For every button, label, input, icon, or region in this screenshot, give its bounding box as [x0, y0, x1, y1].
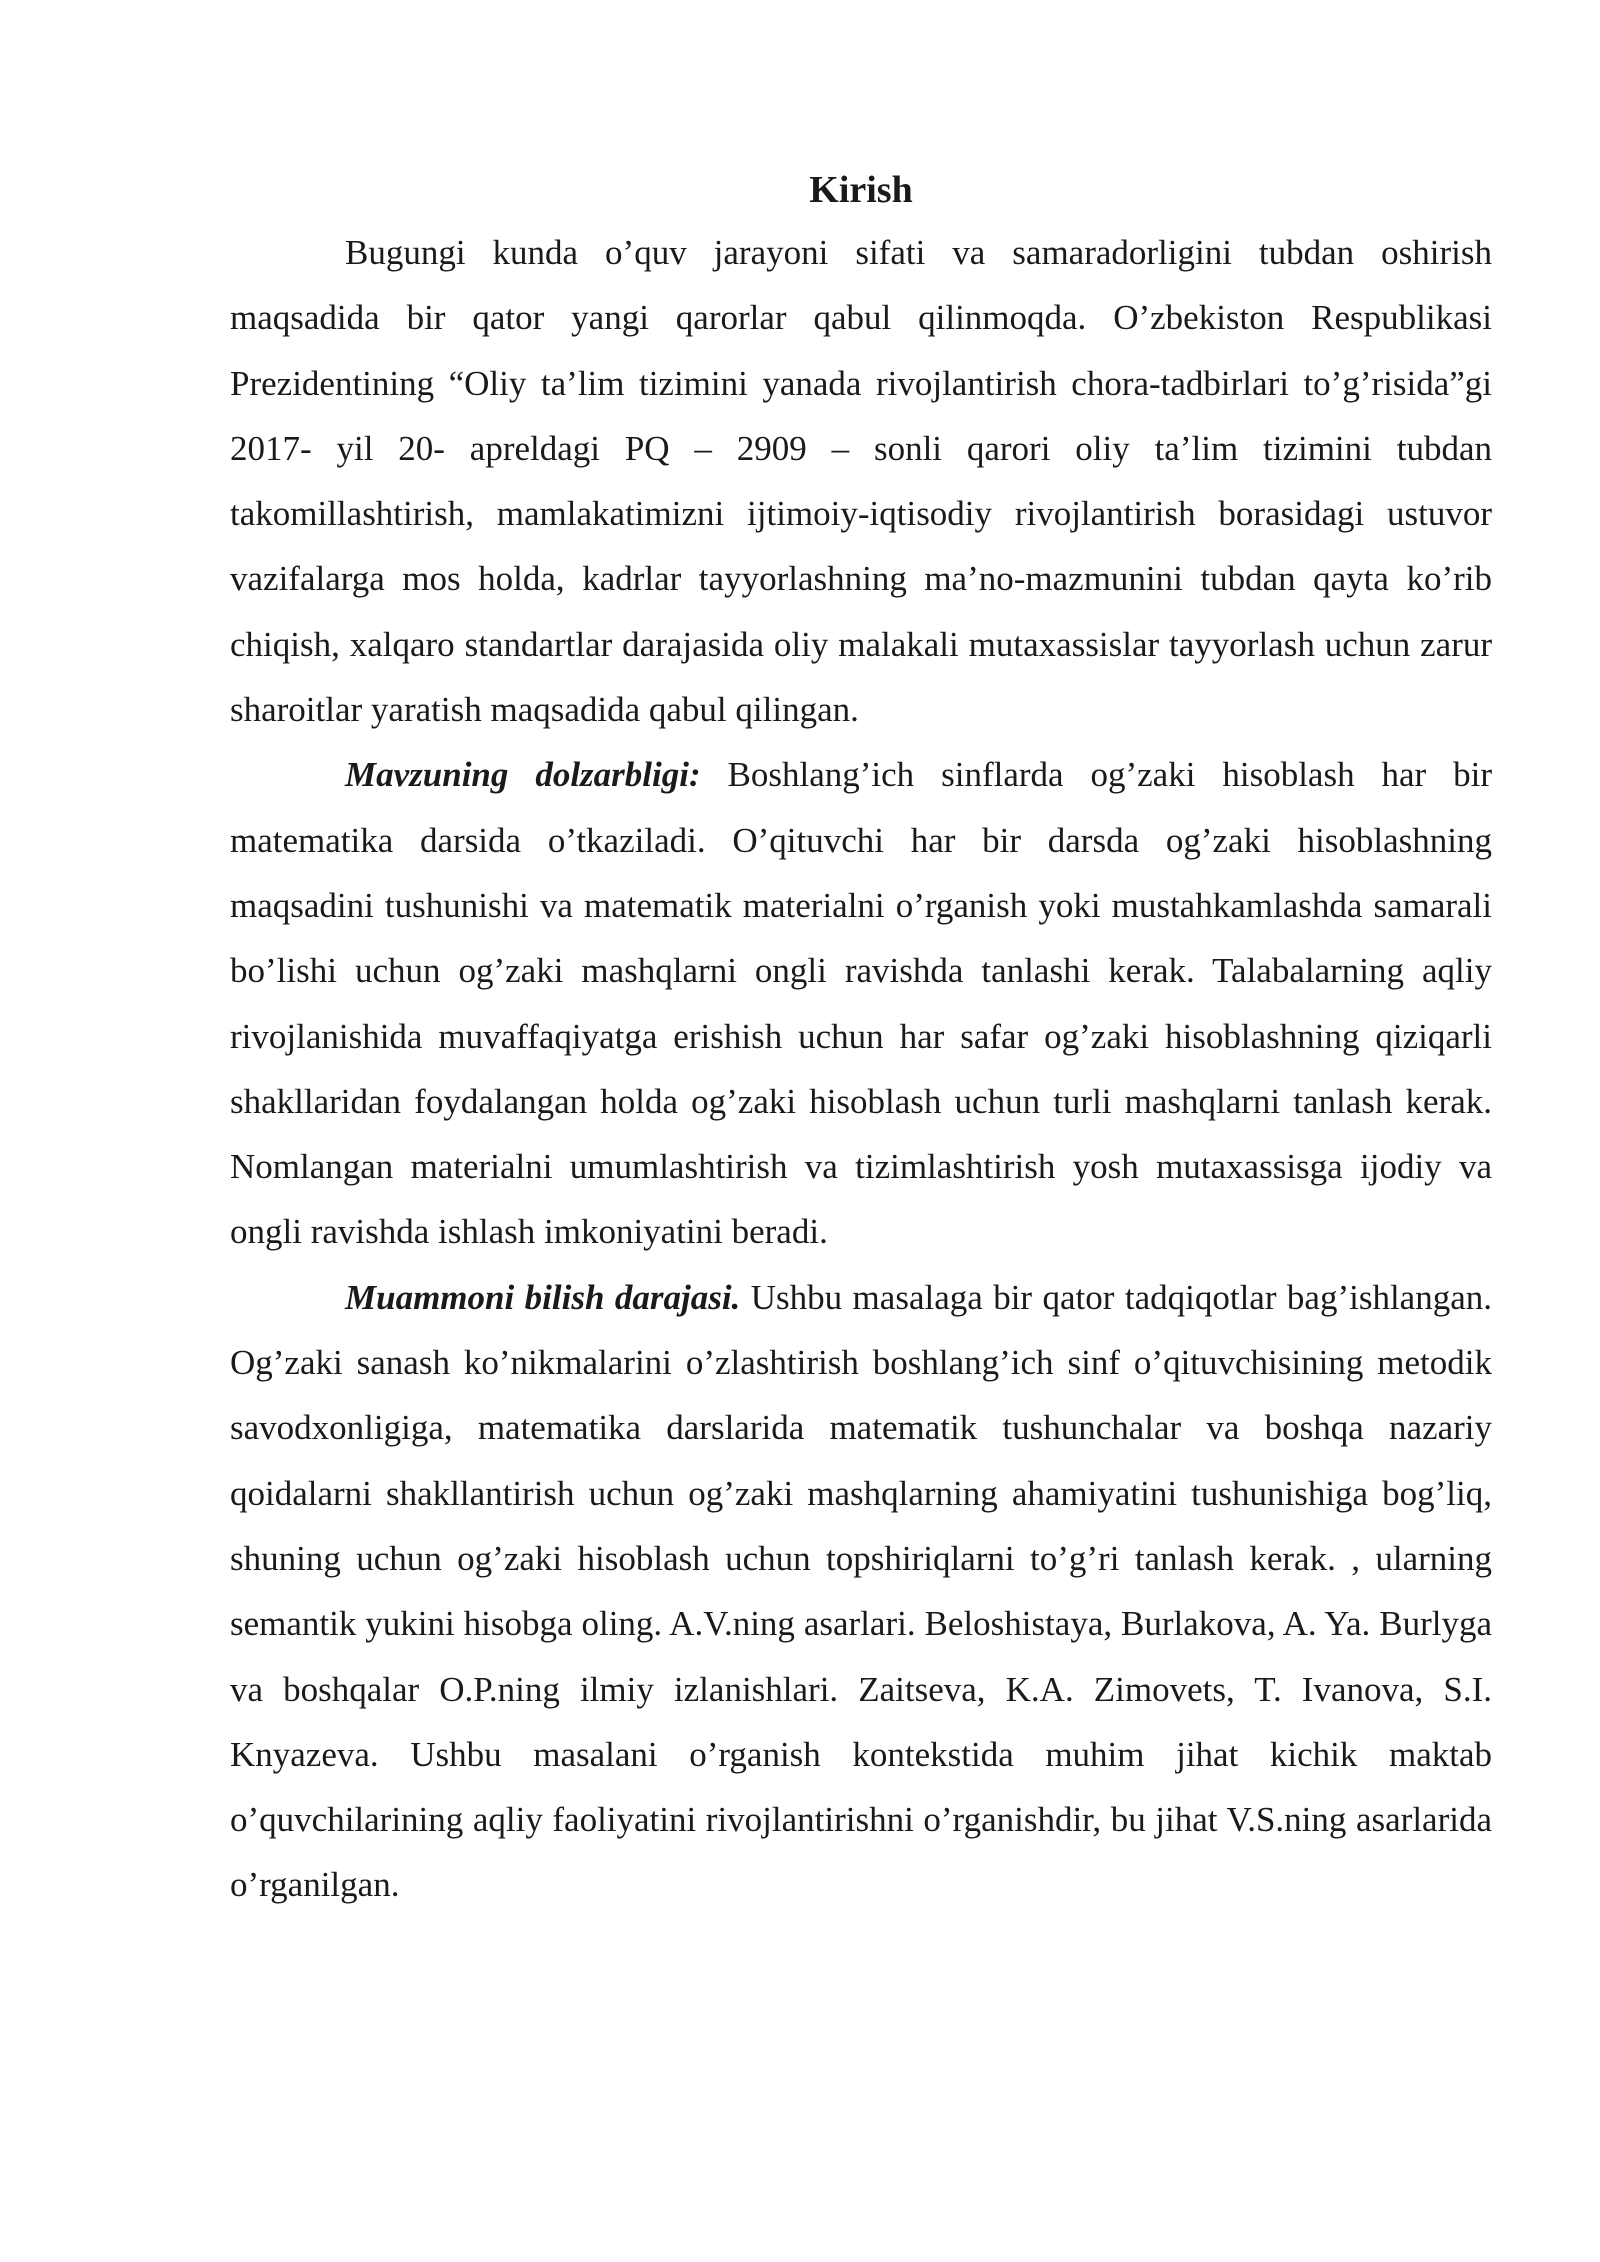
paragraph-text: Boshlang’ich sinflarda og’zaki hisoblash har bir matematika darsida o’tkaziladi. O’qituvchi har bir darsda og’zaki hisoblashning maqsadini tushunishi va matematik materialni o’rganish yoki mustahkamlashda samarali bo’lishi uchun og’zaki mashqlarni ongli ravishda tanlashi kerak. Talabalarning aqliy rivojlanishida muvaffaqiyatga erishish uchun har safar og’zaki hisoblashning qiziqarli shakllaridan foydalangan holda og’zaki hisoblash uchun turli mashqlarni tanlash kerak. Nomlangan materialni umumlashtirish va tizimlashtirish yosh mutaxassisga ijodiy va ongli ravishda ishlash imkoniyatini beradi.: [230, 755, 1492, 1252]
paragraph-text: Ushbu masalaga bir qator tadqiqotlar bag’ishlangan. Og’zaki sanash ko’nikmalarini o’zlashtirish boshlang’ich sinf o’qituvchisining metodik savodxonligiga, matematika darslarida matematik tushunchalar va boshqa nazariy qoidalarni shakllantirish uchun og’zaki mashqlarning ahamiyatini tushunishiga bog’liq, shuning uchun og’zaki hisoblash uchun topshiriqlarni to’g’ri tanlash kerak. , ularning semantik yukini hisobga oling. A.V.ning asarlari. Beloshistaya, Burlakova, A. Ya. Burlyga va boshqalar O.P.ning ilmiy izlanishlari. Zaitseva, K.A. Zimovets, T. Ivanova, S.I. Knyazeva. Ushbu masalani o’rganish kontekstida muhim jihat kichik maktab o’quvchilarining aqliy faoliyatini rivojlantirishni o’rganishdir, bu jihat V.S.ning asarlarida o’rganilgan.: [230, 1277, 1492, 1905]
document-page: [230, 160, 1492, 1918]
paragraph-intro: [230, 220, 1492, 742]
paragraph-relevance: [230, 742, 1492, 1264]
page-title: Kirish: [809, 169, 913, 211]
paragraph-text: Bugungi kunda o’quv jarayoni sifati va samaradorligini tubdan oshirish maqsadida bir qator yangi qarorlar qabul qilinmoqda. O’zbekiston Respublikasi Prezidentining “Oliy ta’lim tizimini yanada rivojlantirish chora-tadbirlari to’g’risida”gi 2017- yil 20- apreldagi PQ – 2909 – sonli qarori oliy ta’lim tizimini tubdan takomillashtirish, mamlakatimizni ijtimoiy-iqtisodiy rivojlantirish borasidagi ustuvor vazifalarga mos holda, kadrlar tayyorlashning ma’no-mazmunini tubdan qayta ko’rib chiqish, xalqaro standartlar darajasida oliy malakali mutaxassislar tayyorlash uchun zarur sharoitlar yaratish maqsadida qabul qilingan.: [230, 233, 1492, 730]
paragraph-knowledge-level: [230, 1265, 1492, 1918]
paragraph-lead: Muammoni bilish darajasi.: [345, 1277, 741, 1317]
paragraph-lead: Mavzuning dolzarbligi:: [345, 755, 701, 795]
